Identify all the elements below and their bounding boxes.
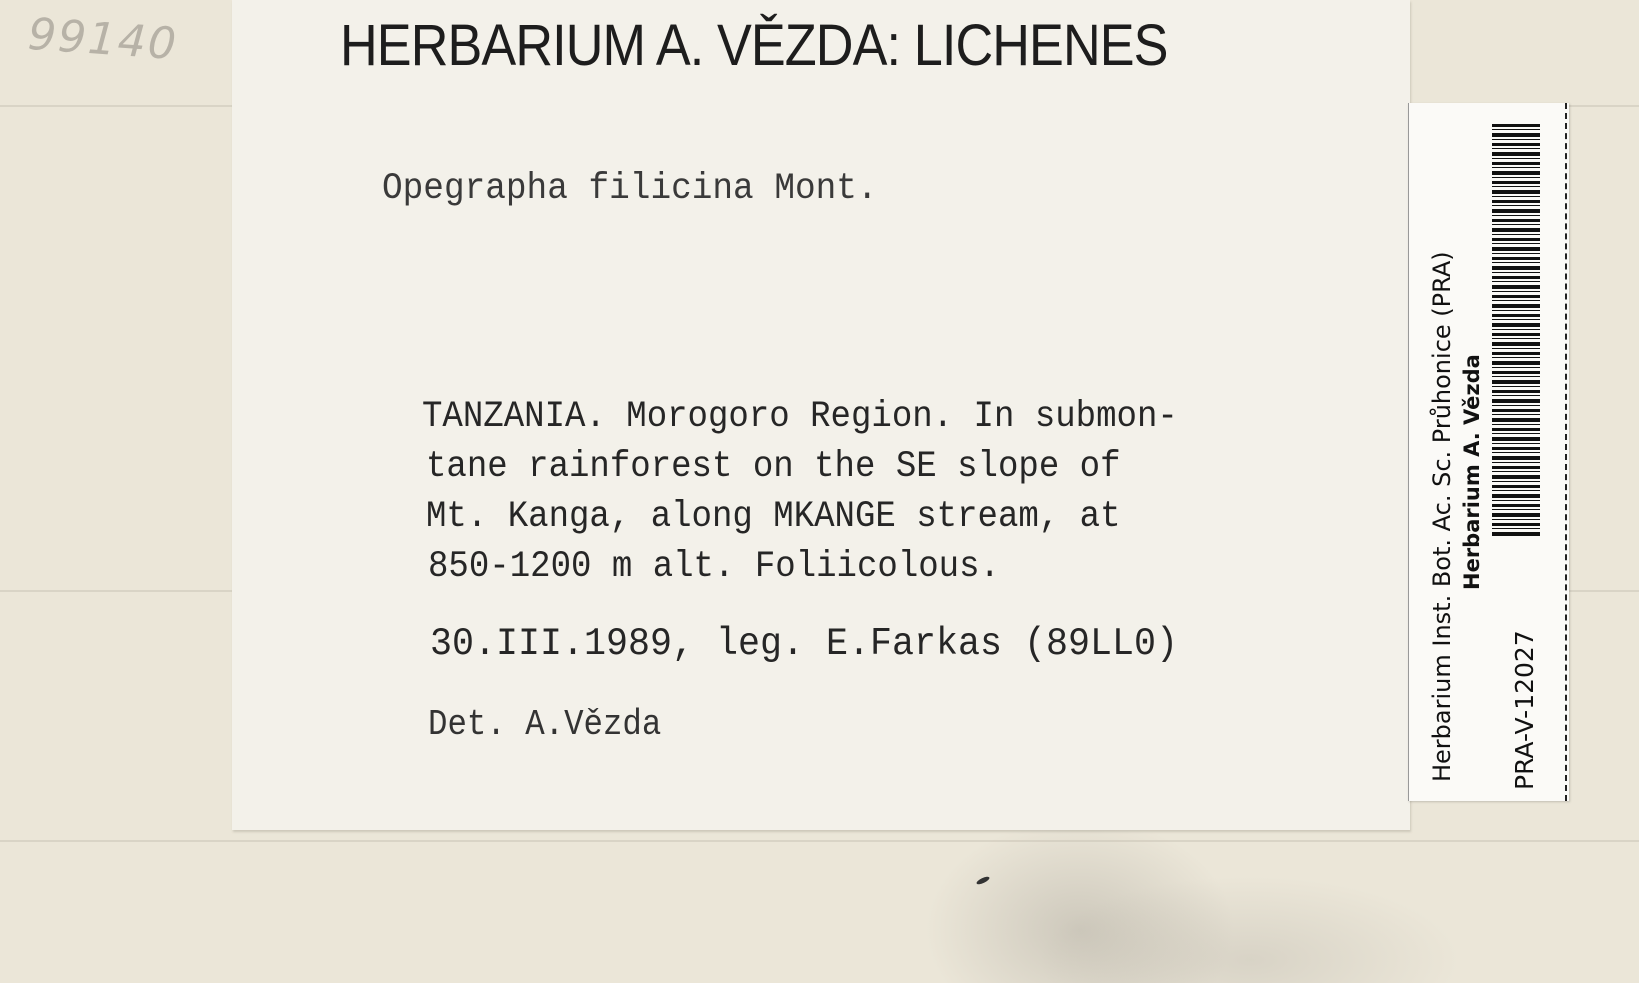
pencil-accession-number: 99140: [26, 8, 180, 71]
sticker-herbarium-name: Herbarium A. Vězda: [1460, 354, 1484, 590]
specimen-label: [232, 0, 1410, 830]
paper-speck: [976, 875, 991, 885]
species-name: Opegrapha filicina Mont.: [382, 168, 878, 210]
sticker-institution: Herbarium Inst. Bot. Ac. Sc. Průhonice (PRA): [1428, 251, 1456, 782]
determiner: Det. A.Vězda: [428, 704, 662, 745]
locality-line: tane rainforest on the SE slope of: [426, 446, 1121, 488]
perforation-line: [1565, 103, 1567, 801]
specimen-id: PRA-V-12027: [1510, 630, 1539, 790]
locality-line: 850-1200 m alt. Foliicolous.: [428, 546, 1000, 588]
barcode: [1492, 124, 1540, 538]
label-header: HERBARIUM A. VĚZDA: LICHENES: [340, 13, 1168, 78]
locality-line: Mt. Kanga, along MKANGE stream, at: [426, 496, 1121, 538]
locality-line: TANZANIA. Morogoro Region. In submon-: [422, 396, 1178, 438]
collection-info: 30.III.1989, leg. E.Farkas (89LL0): [430, 622, 1178, 666]
folder-crease: [0, 840, 1639, 842]
